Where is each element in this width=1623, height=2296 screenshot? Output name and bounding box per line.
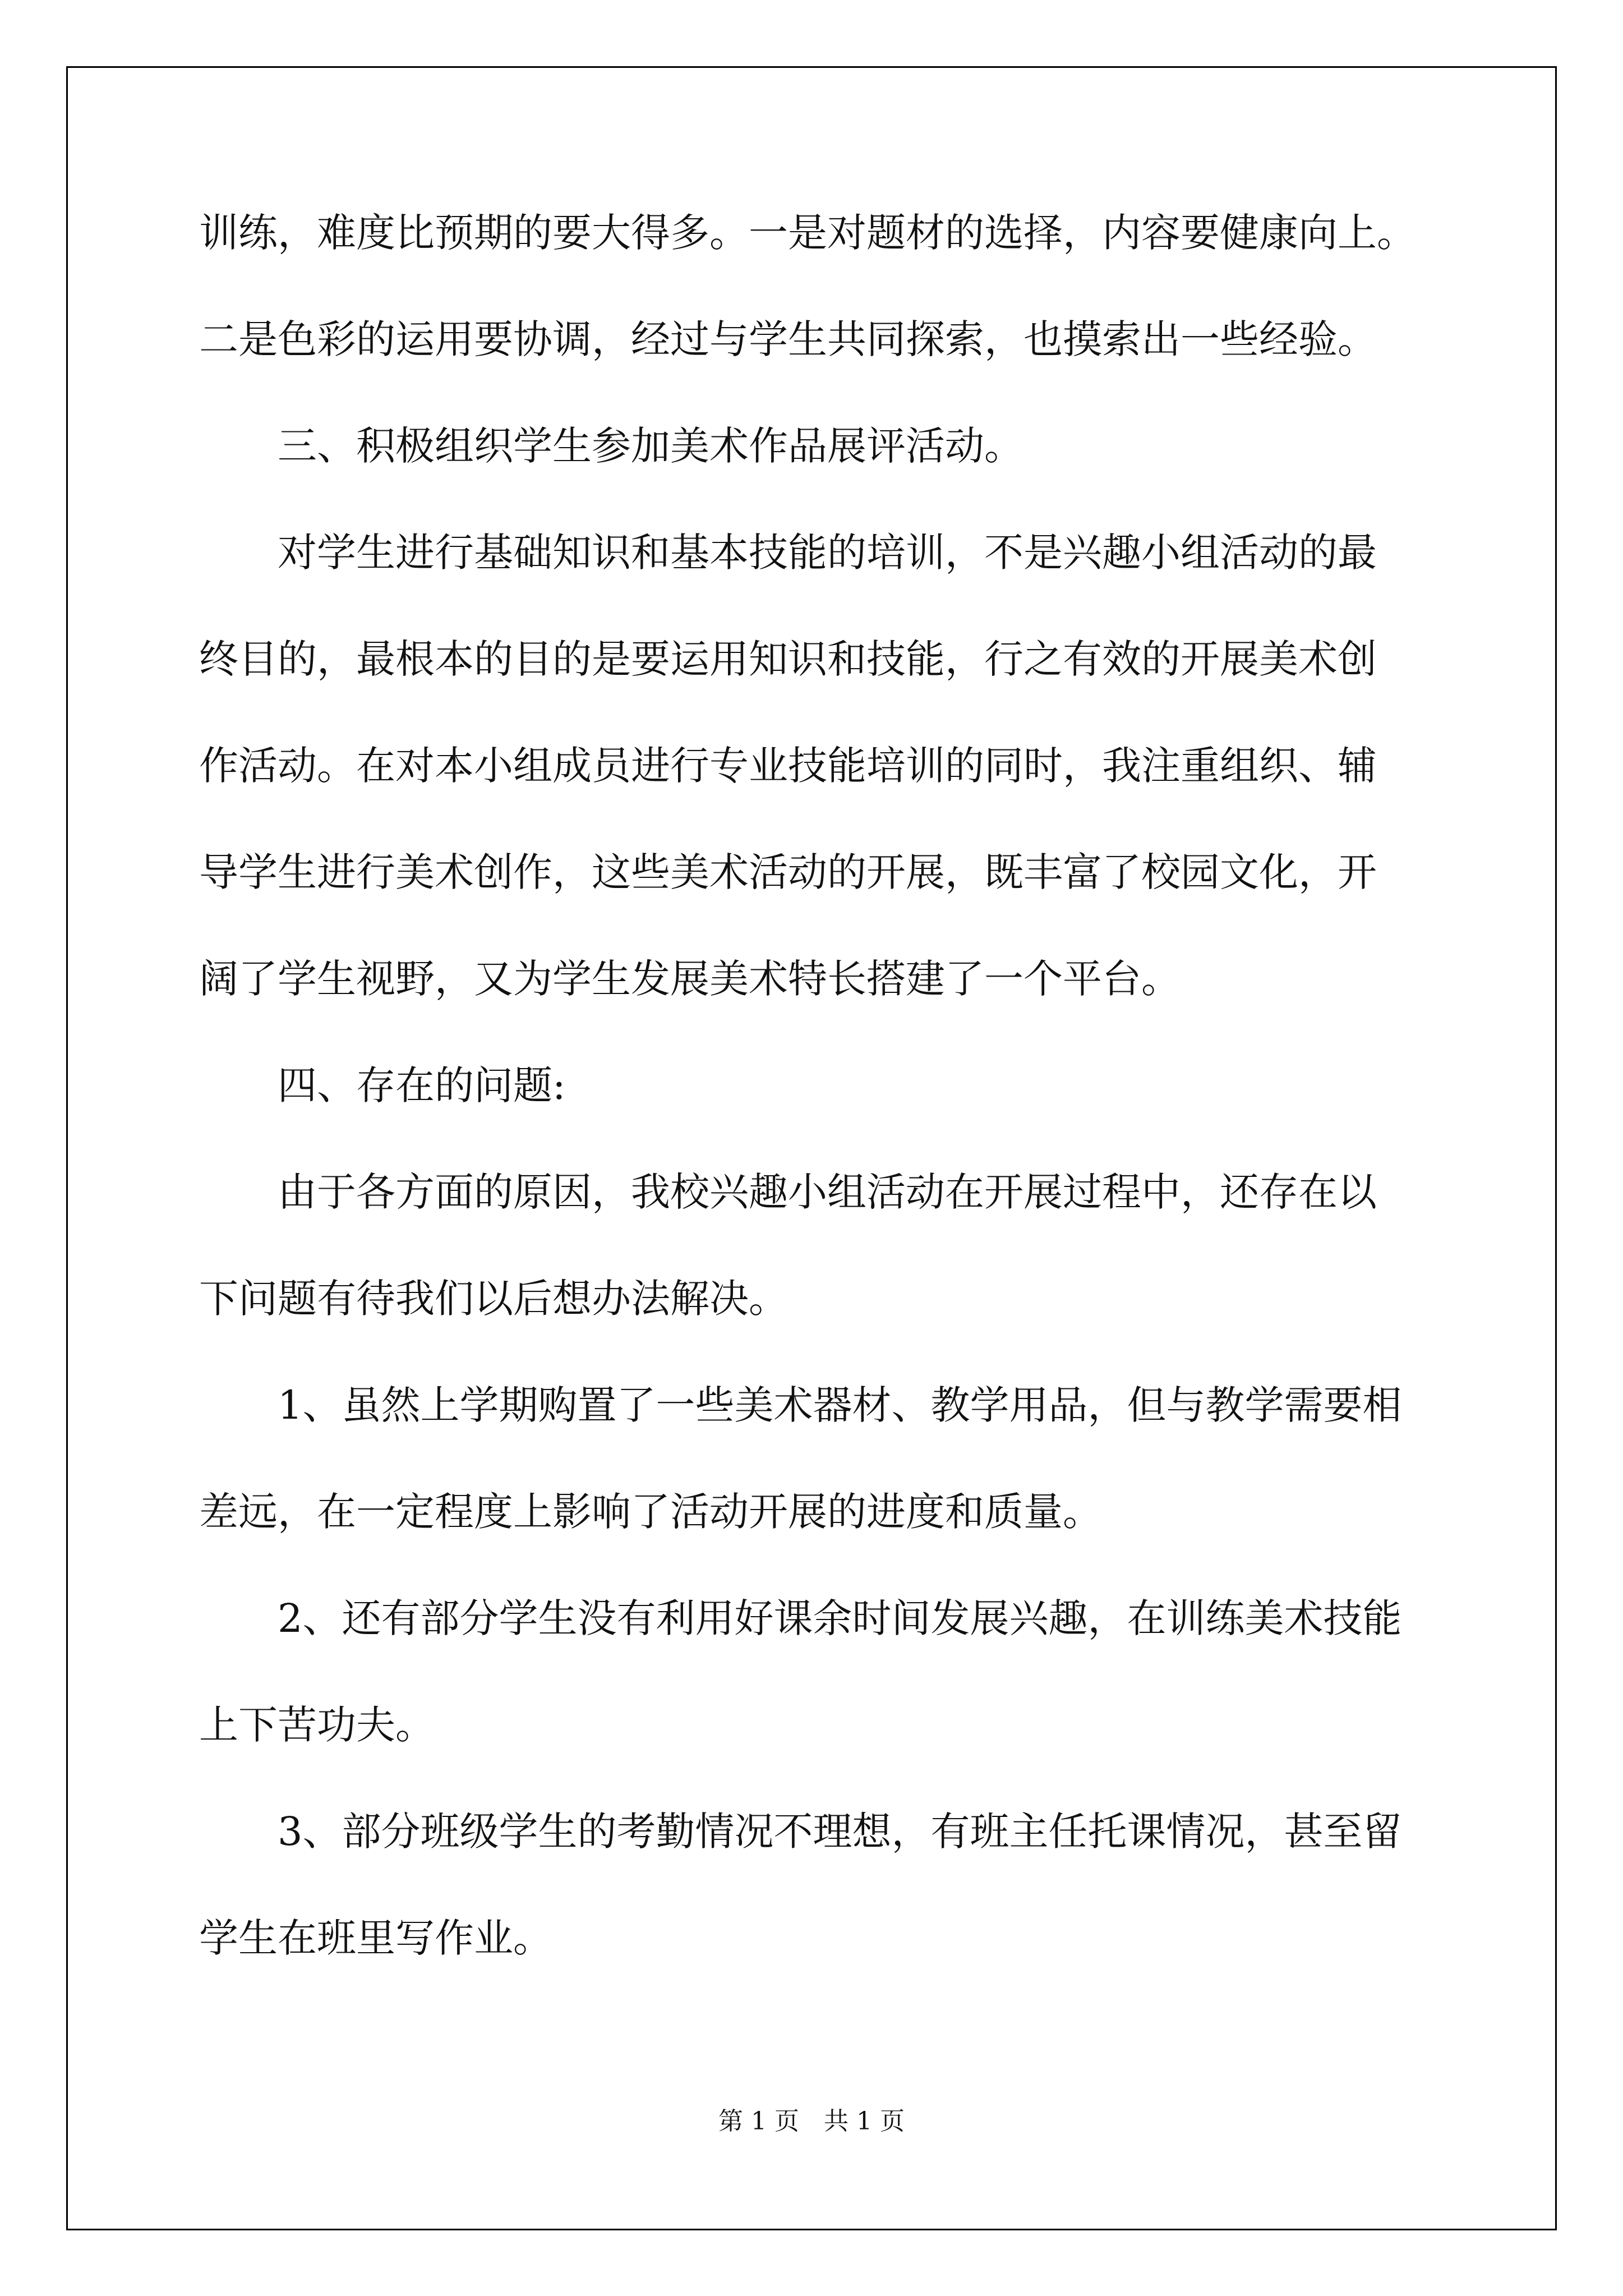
text-line: 上下苦功夫。 (199, 1702, 435, 1748)
section-heading: 四、存在的问题: (278, 1062, 566, 1108)
text-line: 二是色彩的运用要协调，经过与学生共同探索，也摸索出一些经验。 (199, 316, 1377, 362)
list-item: 3、部分班级学生的考勤情况不理想，有班主任托课情况，甚至留 (278, 1809, 1402, 1855)
text-line: 终目的，最根本的目的是要运用知识和技能，行之有效的开展美术创 (199, 636, 1377, 682)
text-line: 导学生进行美术创作，这些美术活动的开展，既丰富了校园文化，开 (199, 849, 1377, 895)
page-number: 第 1 页 共 1 页 (718, 2107, 905, 2136)
text-line: 由于各方面的原因，我校兴趣小组活动在开展过程中，还存在以 (278, 1169, 1377, 1215)
page-border (66, 66, 1557, 2230)
text-line: 训练，难度比预期的要大得多。一是对题材的选择，内容要健康向上。 (199, 210, 1416, 256)
section-heading: 三、积极组织学生参加美术作品展评活动。 (278, 423, 1023, 469)
text-line: 下问题有待我们以后想办法解决。 (199, 1276, 788, 1322)
text-line: 对学生进行基础知识和基本技能的培训，不是兴趣小组活动的最 (278, 530, 1377, 576)
text-line: 作活动。在对本小组成员进行专业技能培训的同时，我注重组织、辅 (199, 743, 1377, 789)
list-item: 1、虽然上学期购置了一些美术器材、教学用品，但与教学需要相 (278, 1382, 1402, 1428)
text-line: 学生在班里写作业。 (199, 1915, 552, 1961)
text-line: 阔了学生视野，又为学生发展美术特长搭建了一个平台。 (199, 956, 1181, 1002)
list-item: 2、还有部分学生没有利用好课余时间发展兴趣，在训练美术技能 (278, 1595, 1402, 1641)
text-line: 差远，在一定程度上影响了活动开展的进度和质量。 (199, 1489, 1102, 1535)
